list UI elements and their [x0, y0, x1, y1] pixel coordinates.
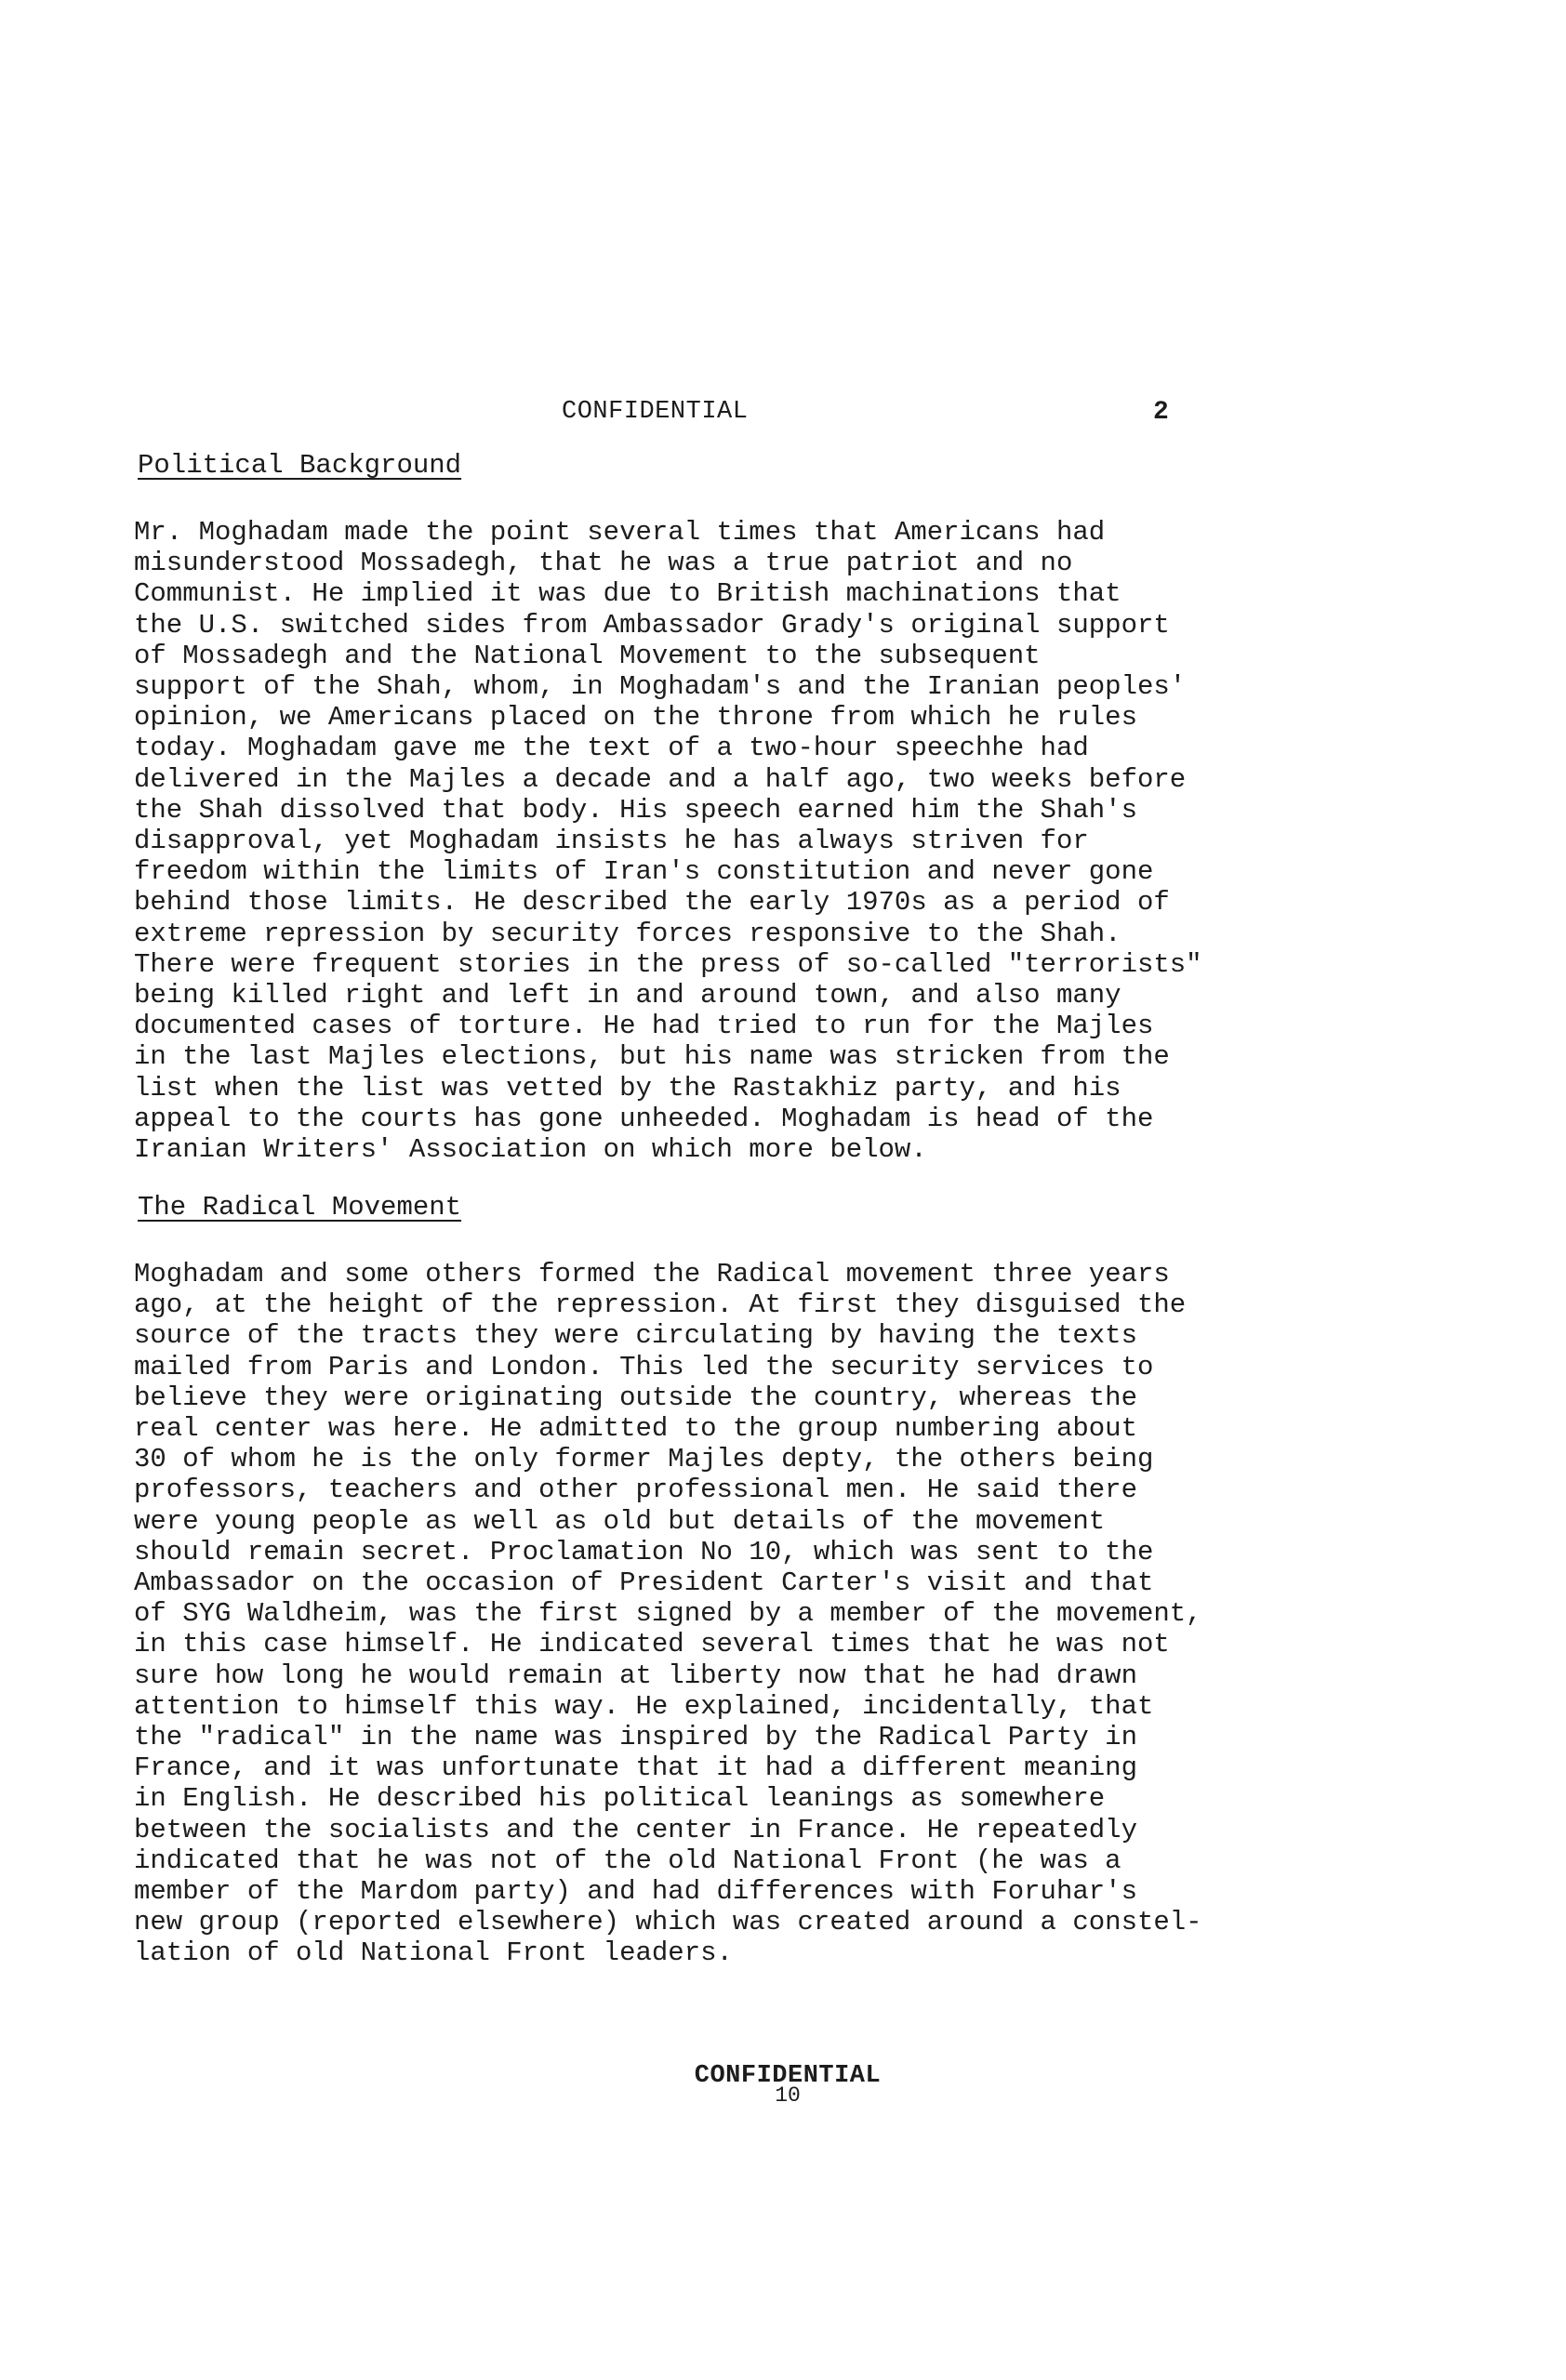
classification-marking-top: CONFIDENTIAL	[562, 398, 749, 426]
page-footer	[0, 2062, 1566, 2108]
section-heading-political-background: Political Background	[138, 450, 462, 481]
page-number: 2	[1153, 398, 1169, 427]
paragraph-radical-movement: Moghadam and some others formed the Radical movement three years ago, at the height of the repression. At first they disguised the source of the tracts they were circulating by having the texts mailed from Paris and London. This led the security services to believe they were originating outside the country, whereas the real center was here. He admitted to the group numbering about 30 of whom he is the only former Majles depty, the others being professors, teachers and other professional men. He said there were young people as well as old but details of the movement should remain secret. Proclamation No 10, which was sent to the Ambassador on the occasion of President Carter's visit and that of SYG Waldheim, was the first signed by a member of the movement, in this case himself. He indicated several times that he was not sure how long he would remain at liberty now that he had drawn attention to himself this way. He explained, incidentally, that the "radical" in the name was inspired by the Radical Party in France, and it was unfortunate that it had a different meaning in English. He described his political leanings as somewhere between the socialists and the center in France. He repeatedly indicated that he was not of the old National Front (he was a member of the Mardom party) and had differences with Foruhar's new group (reported elsewhere) which was created around a constel- lation of old National Front leaders.	[134, 1259, 1202, 1969]
classification-marking-bottom: CONFIDENTIAL	[694, 2062, 882, 2090]
paragraph-political-background: Mr. Moghadam made the point several times that Americans had misunderstood Mossadegh, that he was a true patriot and no Communist. He implied it was due to British machinations that the U.S. switched sides from Ambassador Grady's original support of Mossadegh and the National Movement to the subsequent support of the Shah, whom, in Moghadam's and the Iranian peoples' opinion, we Americans placed on the throne from which he rules today. Moghadam gave me the text of a two-hour speechhe had delivered in the Majles a decade and a half ago, two weeks before the Shah dissolved that body. His speech earned him the Shah's disapproval, yet Moghadam insists he has always striven for freedom within the limits of Iran's constitution and never gone behind those limits. He described the early 1970s as a period of extreme repression by security forces responsive to the Shah. There were frequent stories in the press of so-called "terrorists" being killed right and left in and around town, and also many documented cases of torture. He had tried to run for the Majles in the last Majles elections, but his name was stricken from the list when the list was vetted by the Rastakhiz party, and his appeal to the courts has gone unheeded. Moghadam is head of the Iranian Writers' Association on which more below.	[134, 517, 1202, 1166]
document-page-number: 10	[775, 2083, 801, 2108]
page-header	[0, 398, 1566, 435]
section-heading-radical-movement: The Radical Movement	[138, 1192, 462, 1223]
